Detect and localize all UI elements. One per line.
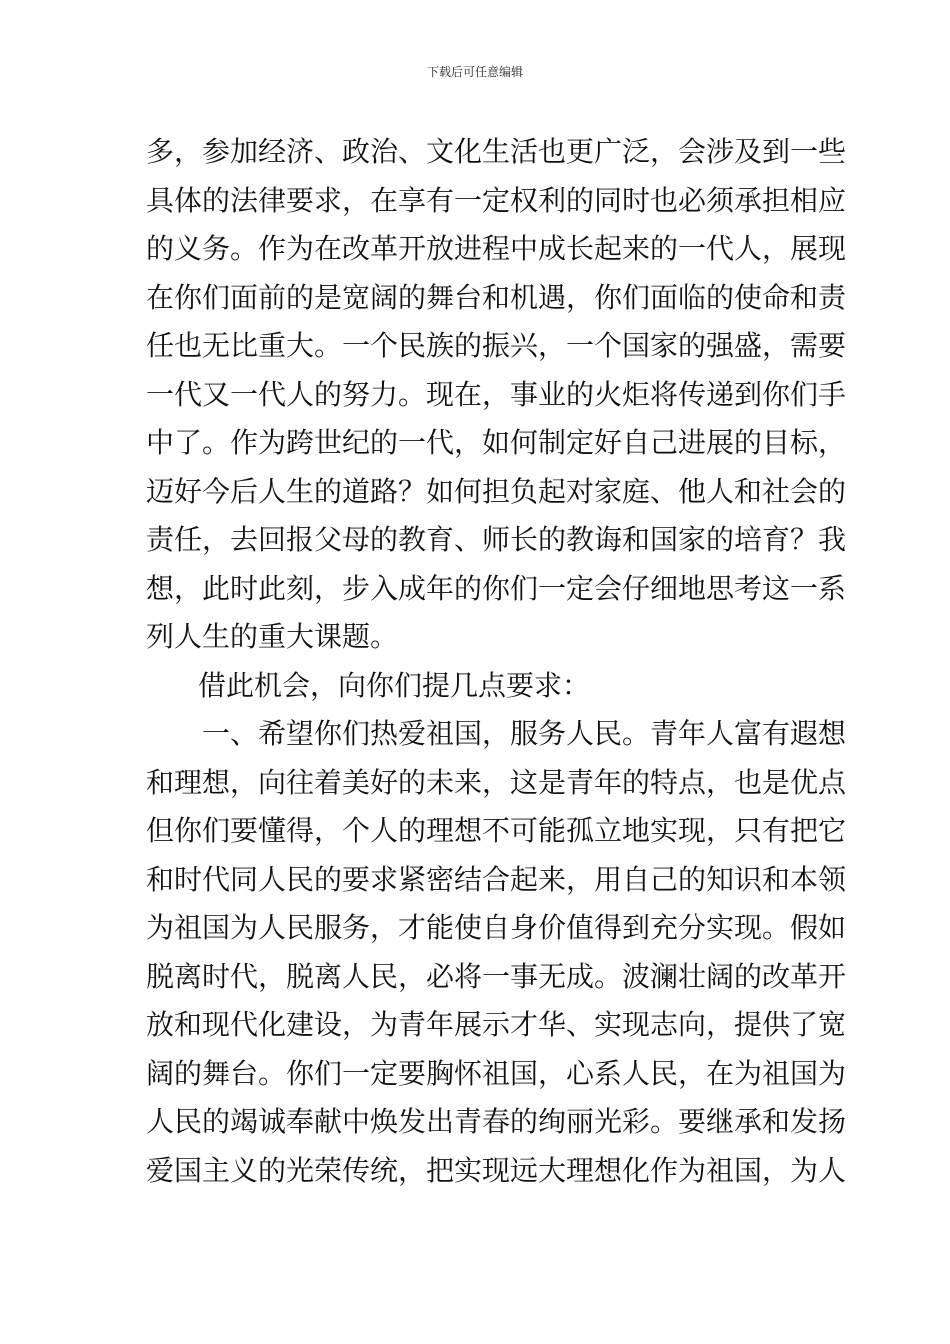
text-line-17: 为祖国为人民服务，才能使自身价值得到充分实现。假如 [146,911,847,944]
text-line-9: 责任，去回报父母的教育、师长的教诲和国家的培育？我 [146,523,847,556]
text-line-15: 但你们要懂得，个人的理想不可能孤立地实现，只有把它 [146,814,847,847]
text-line-10: 想，此时此刻，步入成年的你们一定会仔细地思考这一系 [146,571,847,605]
text-line-4: 在你们面前的是宽阔的舞台和机遇，你们面临的使命和责 [146,280,847,314]
text-line-2: 具体的法律要求，在享有一定权利的同时也必须承担相应 [146,183,847,217]
text-line-14: 和理想，向往着美好的未来，这是青年的特点，也是优点 [146,765,847,799]
text-line-1: 多，参加经济、政治、文化生活也更广泛，会涉及到一些 [146,135,847,168]
text-line-22: 爱国主义的光荣传统，把实现远大理想化作为祖国，为人 [146,1153,847,1187]
text-line-20: 阔的舞台。你们一定要胸怀祖国，心系人民，在为祖国为 [146,1056,847,1090]
text-line-18: 脱离时代，脱离人民，必将一事无成。波澜壮阔的改革开 [146,959,847,993]
text-line-5: 任也无比重大。一个民族的振兴，一个国家的强盛，需要 [146,329,847,362]
text-line-6: 一代又一代人的努力。现在，事业的火炬将传递到你们手 [146,377,847,411]
text-line-3: 的义务。作为在改革开放进程中成长起来的一代人，展现 [146,232,847,265]
text-line-21: 人民的竭诚奉献中焕发出青春的绚丽光彩。要继承和发扬 [146,1105,847,1138]
text-line-19: 放和现代化建设，为青年展示才华、实现志向，提供了宽 [146,1008,847,1041]
document-body [146,128,847,1195]
paragraph-point-one-line: 一、希望你们热爱祖国，服务人民。青年人富有遐想 [202,717,847,750]
page-header: 下载后可任意编辑 [426,65,523,79]
paragraph-intro-line: 借此机会，向你们提几点要求： [198,668,591,702]
text-line-7: 中了。作为跨世纪的一代，如何制定好自己进展的目标， [146,426,847,459]
text-line-16: 和时代同人民的要求紧密结合起来，用自己的知识和本领 [146,862,847,896]
text-line-8: 迈好今后人生的道路？如何担负起对家庭、他人和社会的 [146,474,847,508]
text-line-11: 列人生的重大课题。 [146,620,399,653]
